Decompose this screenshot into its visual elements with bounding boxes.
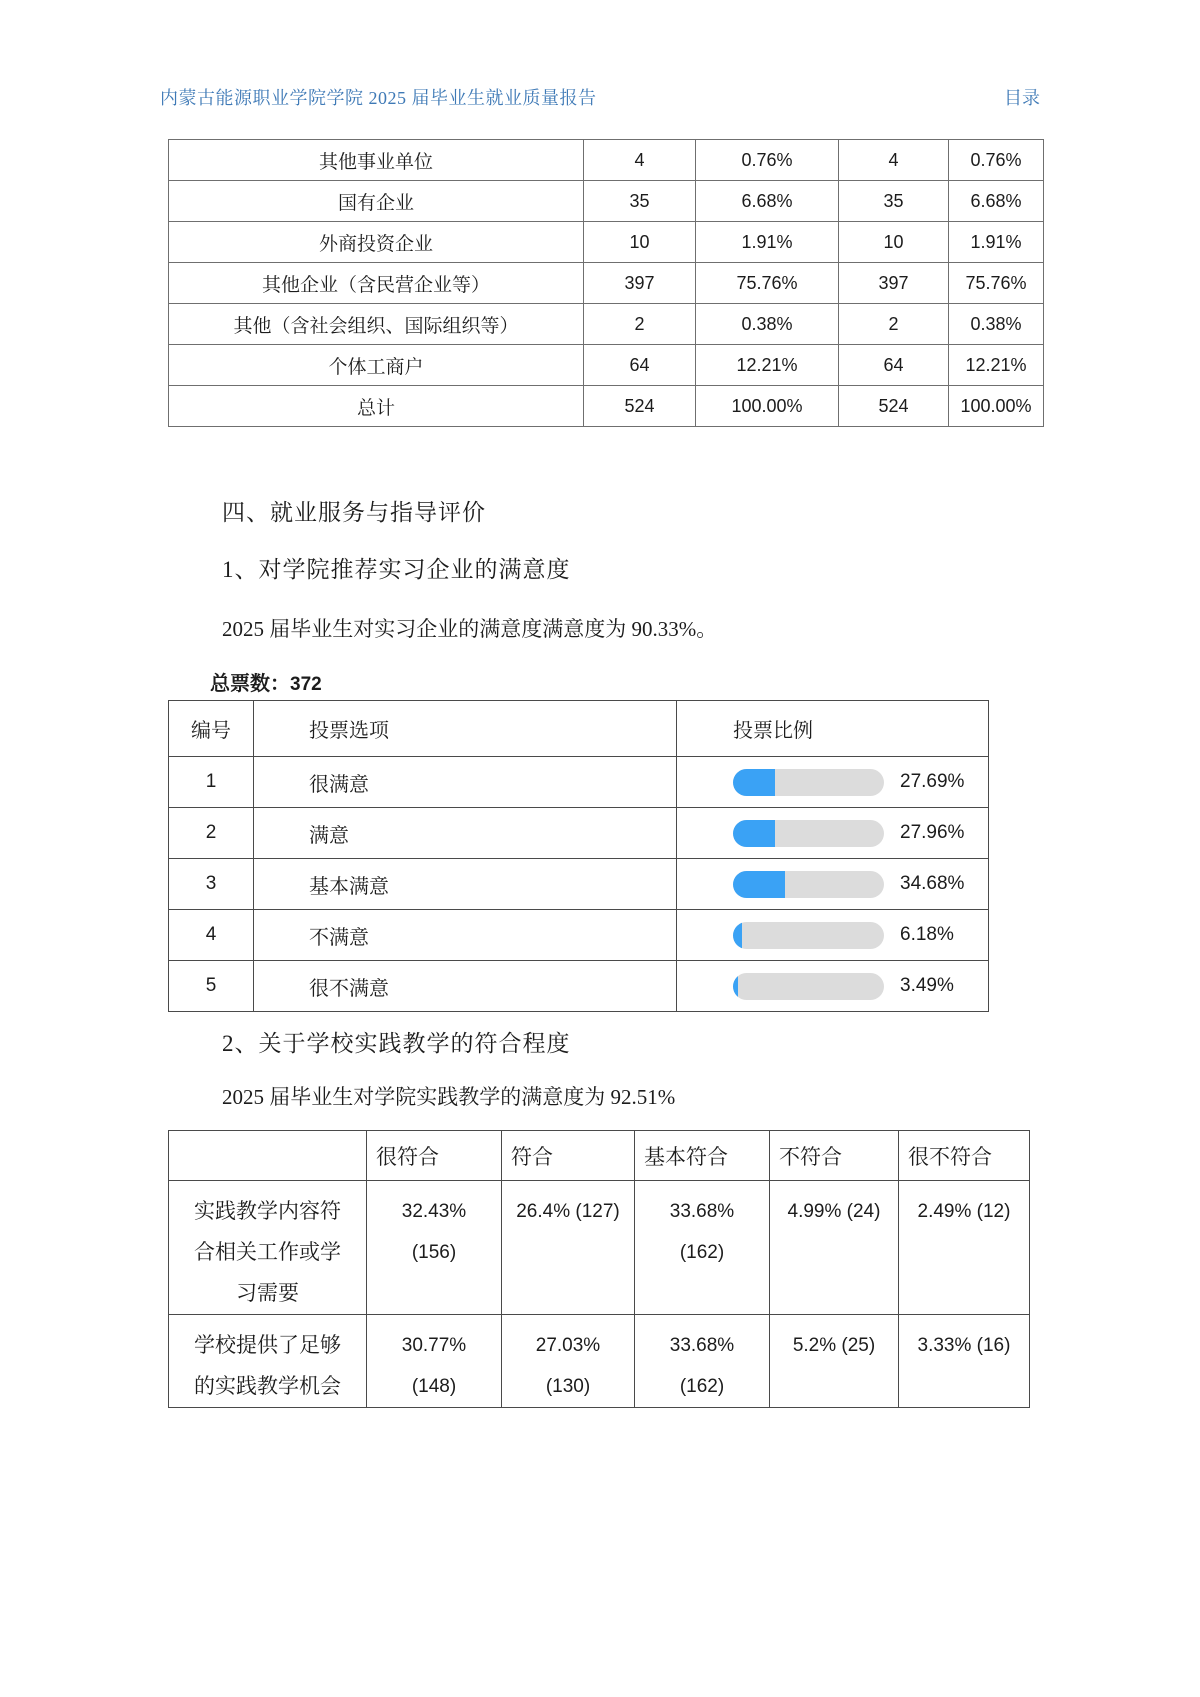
row-label: 学校提供了足够的实践教学机会 [169,1315,367,1408]
vote-row [169,757,989,808]
value-cell: 30.77% (148) [367,1315,502,1408]
vote-ratio-cell [677,961,989,1012]
col-header: 基本符合 [635,1131,770,1181]
count-cell: 64 [584,345,696,386]
row-label: 实践教学内容符合相关工作或学习需要 [169,1181,367,1315]
vote-option: 不满意 [254,910,677,961]
col-header-ratio: 投票比例 [677,701,989,757]
vote-no: 3 [169,859,254,910]
col-header: 很符合 [367,1131,502,1181]
vote-ratio-cell [677,859,989,910]
percent-cell: 6.68% [696,181,839,222]
progress-bar-track [733,769,884,796]
percent-cell: 6.68% [949,181,1044,222]
vote-percent: 34.68% [900,873,965,894]
table-row [169,304,1044,345]
percent-cell: 0.38% [696,304,839,345]
row-label: 外商投资企业 [169,222,584,263]
progress-bar [733,820,987,847]
count-cell: 2 [839,304,949,345]
progress-bar-track [733,922,884,949]
percent-cell: 75.76% [696,263,839,304]
value-cell: 33.68% (162) [635,1181,770,1315]
employer-type-table [168,139,1044,427]
count-cell: 10 [839,222,949,263]
row-label: 其他事业单位 [169,140,584,181]
percent-cell: 12.21% [696,345,839,386]
table-row [169,345,1044,386]
value-cell: 3.33% (16) [899,1315,1030,1408]
progress-bar [733,973,987,1000]
row-label: 总计 [169,386,584,427]
count-cell: 524 [839,386,949,427]
vote-option: 很不满意 [254,961,677,1012]
vote-no: 4 [169,910,254,961]
table-row [169,1315,1030,1408]
percent-cell: 1.91% [696,222,839,263]
value-cell: 5.2% (25) [770,1315,899,1408]
progress-bar [733,769,987,796]
percent-cell: 0.76% [696,140,839,181]
total-votes [210,667,322,696]
toc-link[interactable]: 目录 [1004,88,1040,108]
progress-bar [733,922,987,949]
count-cell: 64 [839,345,949,386]
percent-cell: 100.00% [696,386,839,427]
progress-bar-fill [733,769,775,796]
row-label: 个体工商户 [169,345,584,386]
table-row-total [169,386,1044,427]
report-title: 内蒙古能源职业学院学院 2025 届毕业生就业质量报告 [160,88,597,108]
vote-result-table [168,700,989,1012]
count-cell: 35 [584,181,696,222]
count-cell: 397 [584,263,696,304]
table-row [169,263,1044,304]
vote-row [169,859,989,910]
table-row [169,222,1044,263]
col-header: 不符合 [770,1131,899,1181]
percent-cell: 0.38% [949,304,1044,345]
value-cell: 27.03% (130) [502,1315,635,1408]
count-cell: 397 [839,263,949,304]
vote-no: 2 [169,808,254,859]
value-cell: 33.68% (162) [635,1315,770,1408]
vote-percent: 3.49% [900,975,954,996]
progress-bar-track [733,973,884,1000]
percent-cell: 100.00% [949,386,1044,427]
paragraph-practice: 2025 届毕业生对学院实践教学的满意度为 92.51% [222,1085,676,1109]
vote-ratio-cell [677,757,989,808]
table-row [169,1181,1030,1315]
vote-no: 5 [169,961,254,1012]
section-heading: 四、就业服务与指导评价 [222,500,486,525]
progress-bar-track [733,820,884,847]
col-header-no: 编号 [169,701,254,757]
progress-bar [733,871,987,898]
vote-option: 基本满意 [254,859,677,910]
value-cell: 26.4% (127) [502,1181,635,1315]
vote-percent: 6.18% [900,924,954,945]
total-votes-value: 372 [290,674,322,695]
col-header: 很不符合 [899,1131,1030,1181]
col-header-option: 投票选项 [254,701,677,757]
percent-cell: 75.76% [949,263,1044,304]
vote-percent: 27.69% [900,771,965,792]
progress-bar-fill [733,820,775,847]
col-header-blank [169,1131,367,1181]
percent-cell: 12.21% [949,345,1044,386]
vote-ratio-cell [677,808,989,859]
value-cell: 2.49% (12) [899,1181,1030,1315]
vote-row [169,808,989,859]
subsection-1-heading: 1、对学院推荐实习企业的满意度 [222,557,571,582]
paragraph-satisfaction: 2025 届毕业生对实习企业的满意度满意度为 90.33%。 [222,617,718,641]
vote-percent: 27.96% [900,822,965,843]
vote-ratio-cell [677,910,989,961]
col-header: 符合 [502,1131,635,1181]
count-cell: 35 [839,181,949,222]
count-cell: 4 [839,140,949,181]
value-cell: 32.43% (156) [367,1181,502,1315]
value-cell: 4.99% (24) [770,1181,899,1315]
count-cell: 524 [584,386,696,427]
vote-option: 很满意 [254,757,677,808]
total-votes-label: 总票数： [210,673,290,695]
subsection-2-heading: 2、关于学校实践教学的符合程度 [222,1031,571,1056]
vote-option: 满意 [254,808,677,859]
progress-bar-track [733,871,884,898]
vote-row [169,910,989,961]
table-header-row [169,701,989,757]
page-header [160,84,1040,110]
progress-bar-fill [733,922,742,949]
table-header-row [169,1131,1030,1181]
row-label: 国有企业 [169,181,584,222]
table-row [169,181,1044,222]
table-row [169,140,1044,181]
progress-bar-fill [733,871,785,898]
vote-row [169,961,989,1012]
practice-teaching-table [168,1130,1030,1408]
count-cell: 4 [584,140,696,181]
vote-no: 1 [169,757,254,808]
row-label: 其他企业（含民营企业等） [169,263,584,304]
row-label: 其他（含社会组织、国际组织等） [169,304,584,345]
progress-bar-fill [733,973,738,1000]
percent-cell: 1.91% [949,222,1044,263]
count-cell: 2 [584,304,696,345]
count-cell: 10 [584,222,696,263]
percent-cell: 0.76% [949,140,1044,181]
